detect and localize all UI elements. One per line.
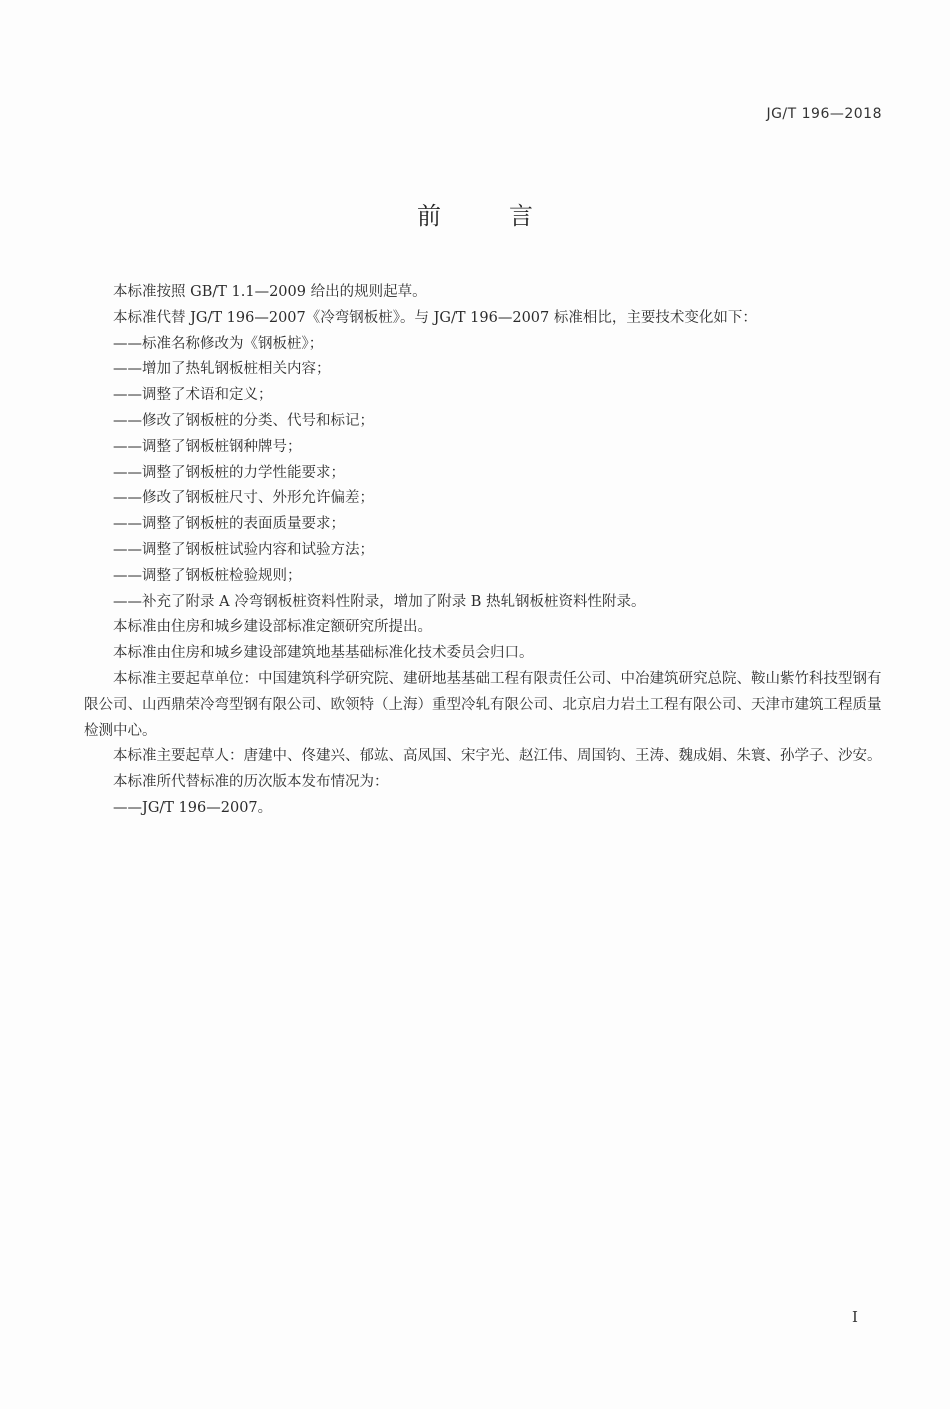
change-item: ——调整了术语和定义；: [113, 387, 273, 404]
document-body: [84, 280, 884, 822]
paragraph-replacement: 本标准代替 JG/T 196—2007《冷弯钢板桩》。与 JG/T 196—2007 标准相比，主要技术变化如下：: [113, 309, 757, 326]
change-item: ——增加了热轧钢板桩相关内容；: [113, 361, 331, 378]
change-item: ——修改了钢板桩尺寸、外形允许偏差；: [113, 490, 374, 507]
page-number: I: [852, 1308, 858, 1326]
page-title: 前言: [417, 202, 601, 230]
paragraph-drafters: 本标准主要起草人：唐建中、佟建兴、郁竑、高凤国、宋宇光、赵江伟、周国钧、王涛、魏成娟、朱寰、孙学子、沙安。: [113, 748, 882, 765]
change-item: ——标准名称修改为《钢板桩》；: [113, 335, 324, 352]
paragraph-drafting-units: 本标准主要起草单位：中国建筑科学研究院、建研地基基础工程有限责任公司、中冶建筑研究总院、鞍山紫竹科技型钢有限公司、山西鼎荣冷弯型钢有限公司、欧领特（上海）重型冷轧有限公司、北京启力岩土工程有限公司、天津市建筑工程质量检测中心。: [84, 670, 882, 739]
paragraph-proposed-by: 本标准由住房和城乡建设部标准定额研究所提出。: [113, 619, 432, 636]
history-item: ——JG/T 196—2007。: [113, 799, 273, 816]
change-item: ——调整了钢板桩的力学性能要求；: [113, 464, 345, 481]
change-item: ——调整了钢板桩试验内容和试验方法；: [113, 541, 374, 558]
document-code: JG/T 196—2018: [766, 106, 882, 122]
change-item: ——调整了钢板桩的表面质量要求；: [113, 516, 345, 533]
paragraph-drafting-rules: 本标准按照 GB/T 1.1—2009 给出的规则起草。: [113, 284, 427, 300]
change-item: ——调整了钢板桩检验规则；: [113, 567, 302, 584]
change-item: ——调整了钢板桩钢种牌号；: [113, 438, 302, 455]
change-item: ——补充了附录 A 冷弯钢板桩资料性附录，增加了附录 B 热轧钢板桩资料性附录。: [113, 593, 646, 610]
change-item: ——修改了钢板桩的分类、代号和标记；: [113, 412, 374, 429]
paragraph-administered-by: 本标准由住房和城乡建设部建筑地基基础标准化技术委员会归口。: [113, 645, 534, 662]
paragraph-history-intro: 本标准所代替标准的历次版本发布情况为：: [113, 774, 389, 791]
